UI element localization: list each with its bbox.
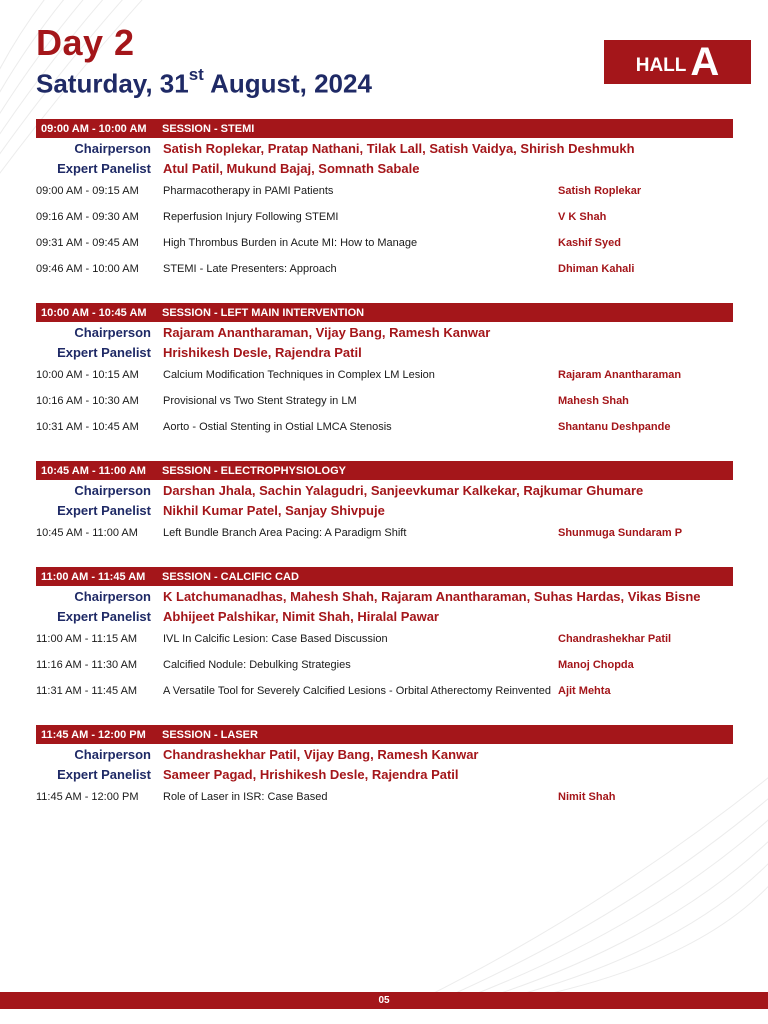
session-block: [36, 461, 733, 552]
talk-title: Provisional vs Two Stent Strategy in LM: [163, 395, 357, 407]
chairperson-row: [36, 586, 733, 606]
talk-row: [36, 210, 733, 236]
expert-panelist-names: Hrishikesh Desle, Rajendra Patil: [163, 344, 362, 360]
date-rest: August, 2024: [203, 68, 372, 99]
talk-speaker: Mahesh Shah: [558, 395, 629, 407]
session-header: [36, 461, 733, 480]
hall-label: HALL: [635, 55, 687, 76]
expert-panelist-names: Abhijeet Palshikar, Nimit Shah, Hiralal Pawar: [163, 608, 439, 624]
talk-speaker: Rajaram Anantharaman: [558, 369, 682, 381]
footer-bar: [0, 992, 768, 1009]
talk-list: [36, 184, 733, 288]
talk-title: Reperfusion Injury Following STEMI: [163, 211, 339, 223]
chairperson-names: Satish Roplekar, Pratap Nathani, Tilak Lall, Satish Vaidya, Shirish Deshmukh: [163, 140, 635, 156]
session-time: 09:00 AM - 10:00 AM: [41, 122, 147, 135]
talk-list: [36, 790, 733, 816]
expert-panelist-label: Expert Panelist: [57, 608, 151, 624]
talk-title: STEMI - Late Presenters: Approach: [163, 263, 337, 275]
session-header: [36, 303, 733, 322]
session-time: 10:45 AM - 11:00 AM: [41, 464, 146, 477]
session-title: SESSION - CALCIFIC CAD: [162, 570, 299, 583]
chairperson-row: [36, 322, 733, 342]
talk-speaker: Satish Roplekar: [558, 185, 642, 197]
talk-title: Pharmacotherapy in PAMI Patients: [163, 185, 334, 197]
talk-time: 10:45 AM - 11:00 AM: [36, 527, 138, 539]
talk-speaker: Chandrashekhar Patil: [558, 633, 672, 645]
talk-row: [36, 684, 733, 710]
talk-title: Calcified Nodule: Debulking Strategies: [163, 659, 351, 671]
talk-row: [36, 236, 733, 262]
talk-time: 09:16 AM - 09:30 AM: [36, 211, 139, 223]
chairperson-names: K Latchumanadhas, Mahesh Shah, Rajaram Anantharaman, Suhas Hardas, Vikas Bisne: [163, 588, 701, 604]
session-title: SESSION - STEMI: [162, 122, 255, 135]
talk-time: 09:46 AM - 10:00 AM: [36, 263, 139, 275]
chairperson-row: [36, 138, 733, 158]
expert-panelist-names: Atul Patil, Mukund Bajaj, Somnath Sabale: [163, 160, 420, 176]
expert-panelist-label: Expert Panelist: [57, 160, 151, 176]
expert-panelist-label: Expert Panelist: [57, 502, 151, 518]
talk-row: [36, 394, 733, 420]
talk-row: [36, 420, 733, 446]
session-time: 11:45 AM - 12:00 PM: [41, 728, 146, 741]
session-time: 10:00 AM - 10:45 AM: [41, 306, 147, 319]
talk-speaker: Nimit Shah: [558, 791, 616, 803]
chairperson-label: Chairperson: [74, 140, 151, 156]
expert-panelist-label: Expert Panelist: [57, 344, 151, 360]
expert-panelist-row: [36, 158, 733, 178]
talk-row: [36, 790, 733, 816]
hall-badge: [604, 40, 751, 84]
hall-letter: A: [690, 40, 720, 84]
talk-time: 11:16 AM - 11:30 AM: [36, 659, 138, 671]
talk-speaker: Dhiman Kahali: [558, 263, 635, 275]
talk-time: 10:31 AM - 10:45 AM: [36, 421, 139, 433]
talk-title: IVL In Calcific Lesion: Case Based Discussion: [163, 633, 388, 645]
talk-speaker: Manoj Chopda: [558, 659, 634, 671]
talk-title: Aorto - Ostial Stenting in Ostial LMCA Stenosis: [163, 421, 392, 433]
chairperson-row: [36, 480, 733, 500]
talk-speaker: Kashif Syed: [558, 237, 621, 249]
chairperson-label: Chairperson: [74, 588, 151, 604]
chairperson-row: [36, 744, 733, 764]
session-block: [36, 303, 733, 446]
talk-row: [36, 526, 733, 552]
chairperson-names: Darshan Jhala, Sachin Yalagudri, Sanjeevkumar Kalkekar, Rajkumar Ghumare: [163, 482, 644, 498]
talk-row: [36, 658, 733, 684]
talk-row: [36, 368, 733, 394]
session-title: SESSION - LASER: [162, 728, 258, 741]
expert-panelist-row: [36, 342, 733, 362]
session-title: SESSION - LEFT MAIN INTERVENTION: [162, 306, 365, 319]
expert-panelist-label: Expert Panelist: [57, 766, 151, 782]
talk-time: 09:31 AM - 09:45 AM: [36, 237, 139, 249]
talk-time: 09:00 AM - 09:15 AM: [36, 185, 139, 197]
page-number: 05: [378, 995, 390, 1006]
session-block: [36, 567, 733, 710]
talk-list: [36, 526, 733, 552]
talk-title: Role of Laser in ISR: Case Based: [163, 791, 328, 803]
talk-title: High Thrombus Burden in Acute MI: How to Manage: [163, 237, 418, 249]
talk-title: A Versatile Tool for Severely Calcified Lesions - Orbital Atherectomy Reinvented: [163, 685, 552, 697]
talk-speaker: V K Shah: [558, 211, 607, 223]
chairperson-names: Rajaram Anantharaman, Vijay Bang, Ramesh Kanwar: [163, 324, 491, 340]
talk-row: [36, 632, 733, 658]
talk-title: Left Bundle Branch Area Pacing: A Paradigm Shift: [163, 527, 407, 539]
session-time: 11:00 AM - 11:45 AM: [41, 570, 146, 583]
talk-time: 10:16 AM - 10:30 AM: [36, 395, 139, 407]
expert-panelist-names: Nikhil Kumar Patel, Sanjay Shivpuje: [163, 502, 385, 518]
expert-panelist-row: [36, 764, 733, 784]
talk-speaker: Shantanu Deshpande: [558, 421, 671, 433]
expert-panelist-row: [36, 606, 733, 626]
session-title: SESSION - ELECTROPHYSIOLOGY: [162, 464, 346, 477]
schedule: [36, 119, 733, 831]
talk-time: 11:00 AM - 11:15 AM: [36, 633, 138, 645]
talk-time: 11:45 AM - 12:00 PM: [36, 791, 139, 803]
expert-panelist-row: [36, 500, 733, 520]
talk-time: 11:31 AM - 11:45 AM: [36, 685, 138, 697]
session-block: [36, 119, 733, 288]
session-header: [36, 567, 733, 586]
day-title: Day 2: [36, 22, 135, 63]
chairperson-label: Chairperson: [74, 482, 151, 498]
expert-panelist-names: Sameer Pagad, Hrishikesh Desle, Rajendra Patil: [163, 766, 459, 782]
date-ordinal-suffix: st: [188, 65, 204, 84]
session-header: [36, 725, 733, 744]
chairperson-label: Chairperson: [74, 746, 151, 762]
talk-time: 10:00 AM - 10:15 AM: [36, 369, 139, 381]
session-header: [36, 119, 733, 138]
talk-list: [36, 632, 733, 710]
chairperson-label: Chairperson: [74, 324, 151, 340]
talk-speaker: Ajit Mehta: [558, 685, 611, 697]
talk-list: [36, 368, 733, 446]
session-block: [36, 725, 733, 816]
chairperson-names: Chandrashekhar Patil, Vijay Bang, Ramesh Kanwar: [163, 746, 479, 762]
talk-speaker: Shunmuga Sundaram P: [558, 527, 683, 539]
event-date: [36, 65, 372, 100]
talk-title: Calcium Modification Techniques in Complex LM Lesion: [163, 369, 435, 381]
talk-row: [36, 184, 733, 210]
date-main: Saturday, 31: [36, 68, 189, 99]
talk-row: [36, 262, 733, 288]
